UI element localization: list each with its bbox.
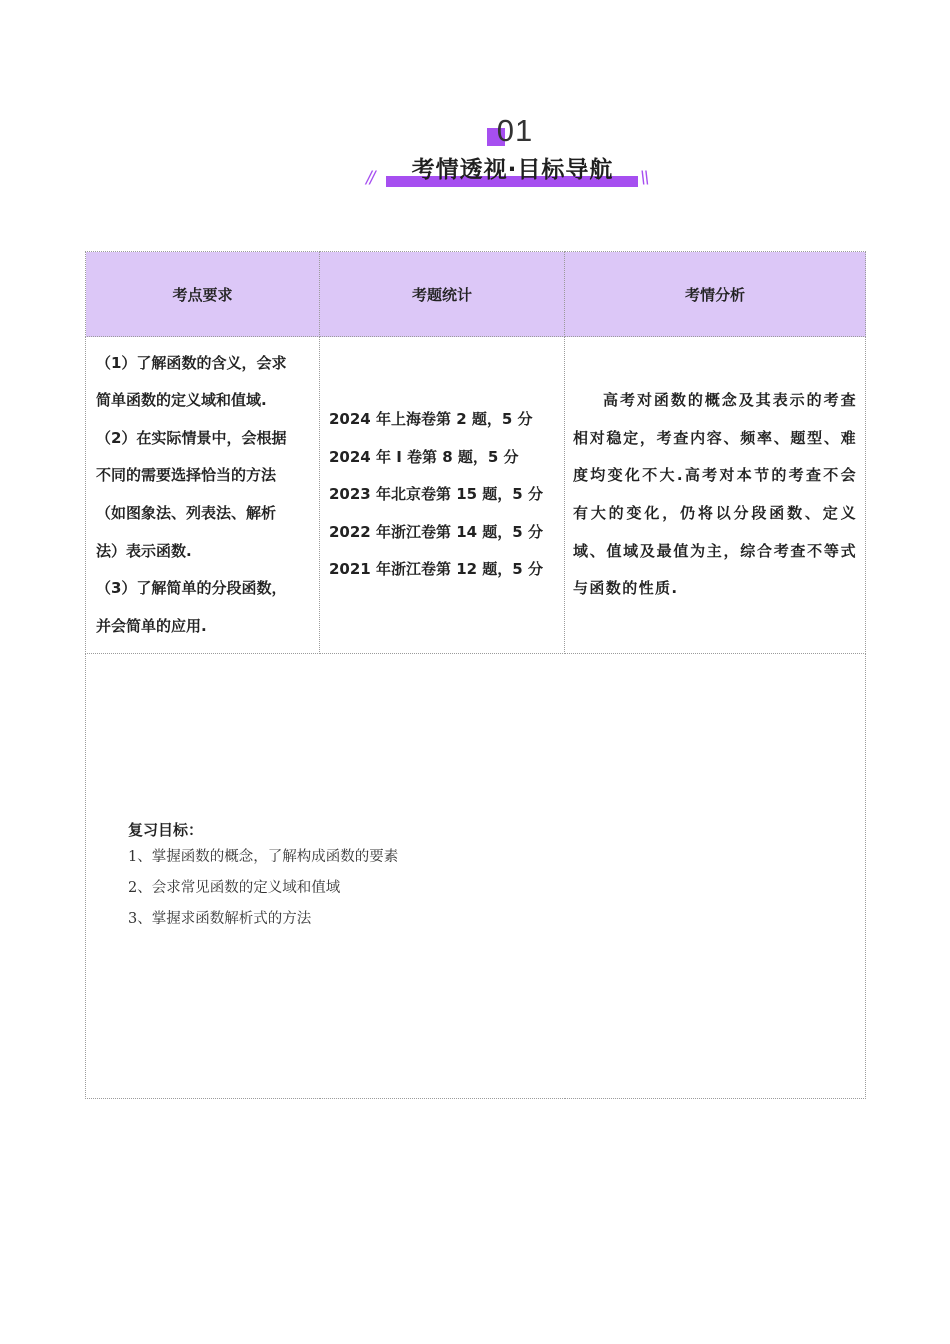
analysis-cell: [565, 337, 866, 654]
requirement-line: 法）表示函数.: [96, 541, 192, 560]
requirements-cell: [86, 337, 320, 654]
goals-heading: 复习目标：: [128, 821, 204, 839]
requirement-line: （如图象法、列表法、解析: [96, 504, 277, 522]
requirement-line: 并会简单的应用.: [96, 616, 207, 635]
requirement-line: 不同的需要选择恰当的方法: [96, 466, 277, 485]
goal-item: 3、掌握求函数解析式的方法: [128, 911, 312, 927]
header-statistics: 考题统计: [320, 252, 565, 337]
statistic-line: 2024 年上海卷第 2 题，5 分: [329, 410, 533, 429]
statistic-line: 2021 年浙江卷第 12 题，5 分: [329, 560, 543, 579]
statistic-line: 2022 年浙江卷第 14 题，5 分: [329, 522, 543, 541]
section-number-block: [0, 112, 950, 152]
goal-item: 1、掌握函数的概念，了解构成函数的要素: [128, 849, 399, 865]
right-slash-decoration: \\: [640, 168, 648, 188]
section-number: 01: [496, 113, 534, 148]
statistic-line: 2024 年 I 卷第 8 题，5 分: [329, 447, 519, 466]
goal-item: 2、会求常见函数的定义域和值域: [128, 880, 341, 896]
header-requirements: 考点要求: [86, 252, 320, 337]
section-title: 考情透视·目标导航: [411, 157, 614, 183]
left-slash-decoration: //: [366, 168, 374, 188]
table-header-row: [86, 252, 866, 337]
table-body-row: [86, 337, 866, 654]
requirement-line: 简单函数的定义域和值域.: [96, 391, 267, 410]
analysis-text: 高考对函数的概念及其表示的考查相对稳定，考查内容、频率、题型、难度均变化不大.高考对本节的考查不会有大的变化，仍将以分段函数、定义域、值域及最值为主，综合考查不等式与函数的性质.: [573, 391, 857, 598]
requirement-line: （3）了解简单的分段函数，: [96, 579, 287, 598]
requirement-line: （1）了解函数的含义，会求: [96, 353, 287, 372]
requirement-line: （2）在实际情景中，会根据: [96, 428, 287, 447]
statistics-cell: [320, 337, 565, 654]
header-analysis: 考情分析: [565, 252, 866, 337]
exam-info-table: [85, 251, 866, 1099]
goals-cell: [86, 654, 866, 1099]
goals-row: [86, 654, 866, 1099]
statistic-line: 2023 年北京卷第 15 题，5 分: [329, 485, 543, 504]
